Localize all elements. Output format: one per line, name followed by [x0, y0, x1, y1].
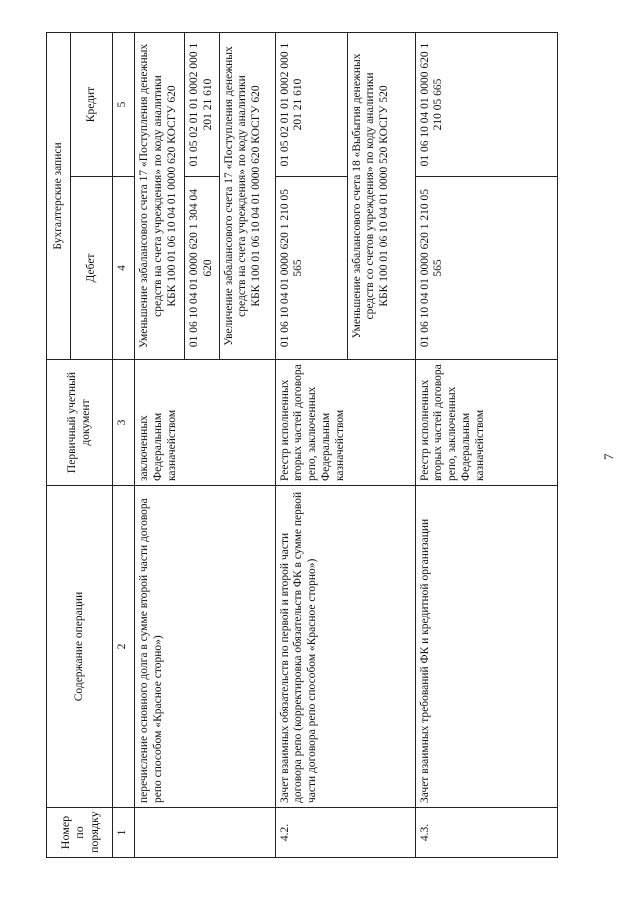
row3-document: Реестр исполненных вторых частей договора репо, заключенных Федеральным казначейством	[415, 360, 557, 486]
row2-num: 4.2.	[275, 808, 415, 858]
row1-entry1-kbk: КБК 100 01 06 10 04 01 0000 620 КОСГУ 620	[165, 85, 178, 307]
colnum-3: 3	[113, 360, 135, 486]
header-number: Номер по порядку	[47, 808, 113, 858]
header-debit: Дебет	[71, 177, 113, 360]
row1-entry1	[135, 33, 185, 360]
colnum-4: 4	[113, 177, 135, 360]
row1-entry2	[219, 33, 275, 360]
colnum-2: 2	[113, 486, 135, 808]
page-number: 7	[601, 453, 616, 460]
row2-document: Реестр исполненных вторых частей договора репо, заключенных Федеральным казначейством	[275, 360, 415, 486]
row2-entry1	[347, 33, 415, 360]
accounting-table	[46, 32, 558, 858]
row1-debit: 01 06 10 04 01 0000 620 1 304 04 620	[185, 177, 220, 360]
row1-content: перечисление основного долга в сумме второй части договора репо способом «Красное сторно»)	[135, 486, 276, 808]
row2-entry1-kbk: КБК 100 01 06 10 04 01 0000 520 КОСГУ 520	[378, 85, 391, 307]
row2-credit: 01 05 02 01 01 0002 000 1 201 21 610	[275, 33, 347, 177]
row3-credit: 01 06 10 04 01 0000 620 1 210 05 665	[415, 33, 557, 177]
row1-document: заключенных Федеральным казначейством	[135, 360, 276, 486]
colnum-1: 1	[113, 808, 135, 858]
row1-num	[135, 808, 276, 858]
row1-entry2-kbk: КБК 100 01 06 10 04 01 0000 620 КОСГУ 620	[250, 85, 263, 307]
colnum-5: 5	[113, 33, 135, 177]
row3-num: 4.3.	[415, 808, 557, 858]
header-group: Бухгалтерские записи	[47, 33, 71, 360]
header-document: Первичный учетный документ	[47, 360, 113, 486]
row2-entry1-text: Уменьшение забалансового счета 18 «Выбытия денежных средств со счетов учреждения» по коду аналитики	[350, 53, 377, 339]
row3-debit: 01 06 10 04 01 0000 620 1 210 05 565	[415, 177, 557, 360]
row3-content: Зачет взаимных требований ФК и кредитной организации	[415, 486, 557, 808]
row1-credit: 01 05 02 01 01 0002 000 1 201 21 610	[185, 33, 220, 177]
header-credit: Кредит	[71, 33, 113, 177]
row2-debit: 01 06 10 04 01 0000 620 1 210 05 565	[275, 177, 347, 360]
header-content: Содержание операции	[47, 486, 113, 808]
row2-content: Зачет взаимных обязательств по первой и второй части договора репо (корректировка обязательств ФК в сумме первой части договора репо способом «Красное сторно»)	[275, 486, 415, 808]
row1-entry1-text: Уменьшение забалансового счета 17 «Поступления денежных средств на счета учреждения» по коду аналитики	[138, 43, 164, 349]
row1-entry2-text: Увеличение забалансового счета 17 «Поступления денежных средств на счета учреждения» по коду аналитики	[222, 46, 249, 346]
